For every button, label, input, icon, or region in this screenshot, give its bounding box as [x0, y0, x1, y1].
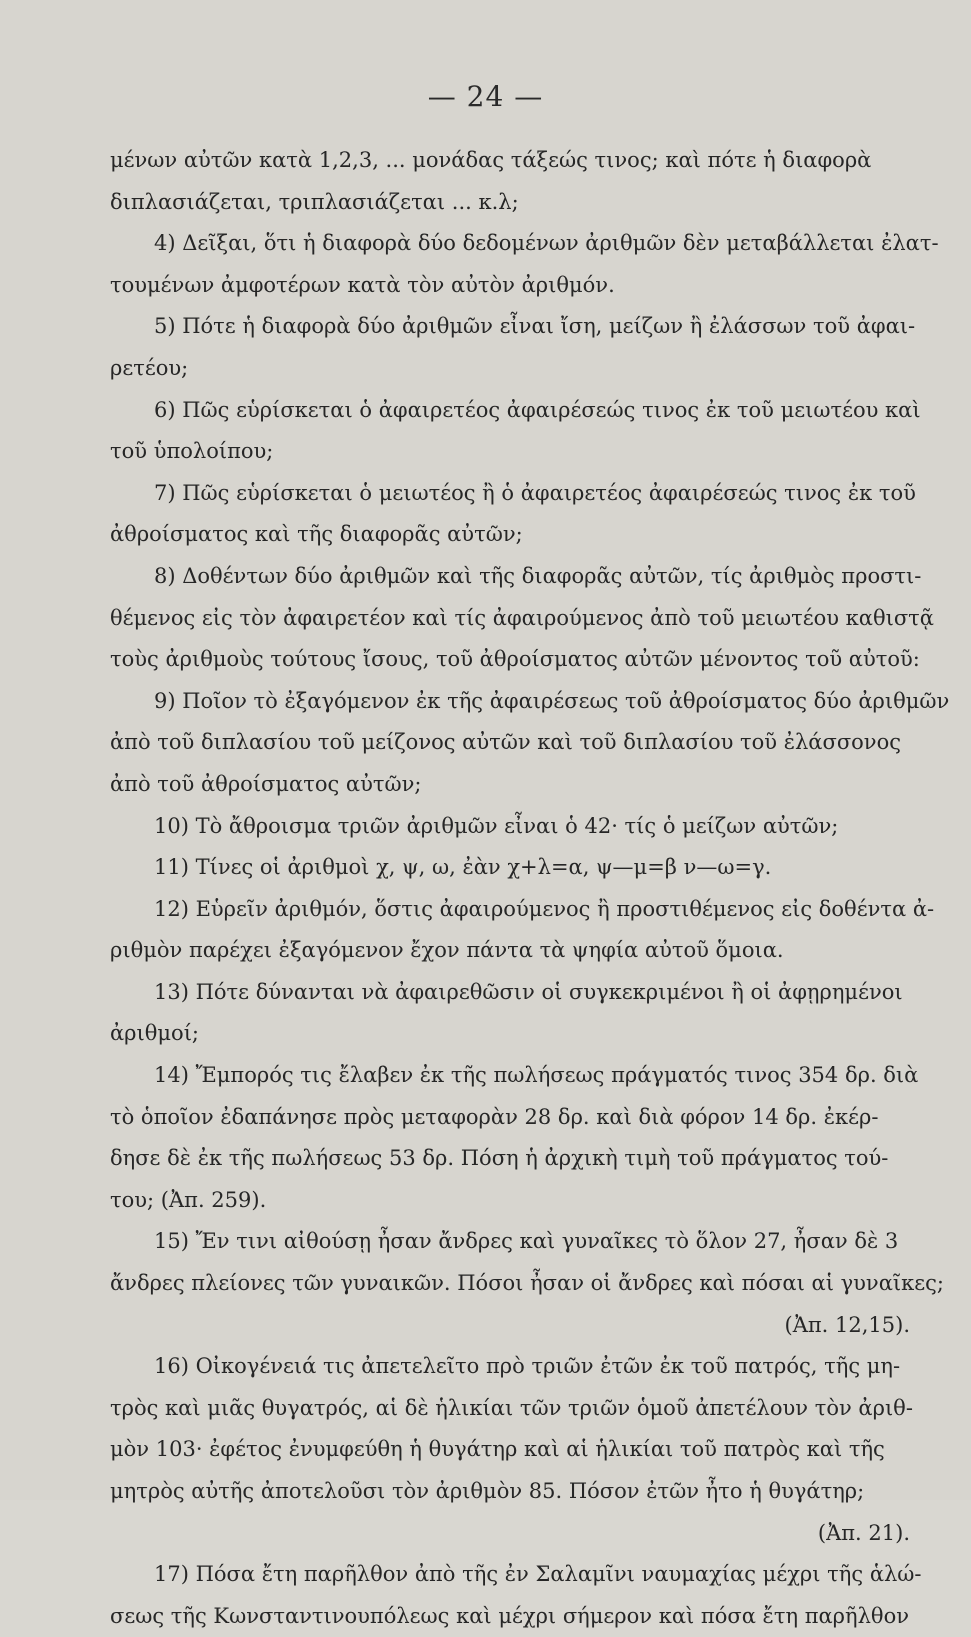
text-line: του; (Ἀπ. 259). [110, 1187, 267, 1212]
text-line: 10) Τὸ ἄθροισμα τριῶν ἀριθμῶν εἶναι ὁ 42· τίς ὁ μείζων αὐτῶν; [154, 813, 839, 838]
text-line: μὸν 103· ἐφέτος ἐνυμφεύθη ἡ θυγάτηρ καὶ αἱ ἡλικίαι τοῦ πατρὸς καὶ τῆς [110, 1437, 885, 1462]
text-line: μένων αὐτῶν κατὰ 1,2,3, ... μονάδας τάξεώς τινος; καὶ πότε ἡ διαφορὰ [110, 148, 872, 172]
text-line: ριθμὸν παρέχει ἐξαγόμενον ἔχον πάντα τὰ ψηφία αὐτοῦ ὅμοια. [110, 938, 784, 963]
text-line: ἀριθμοί; [110, 1021, 200, 1046]
text-line: 13) Πότε δύνανται νὰ ἀφαιρεθῶσιν οἱ συγκεκριμένοι ἢ οἱ ἀφῃρημένοι [154, 979, 903, 1004]
text-line: 7) Πῶς εὑρίσκεται ὁ μειωτέος ἢ ὁ ἀφαιρετέος ἀφαιρέσεώς τινος ἐκ τοῦ [154, 480, 916, 505]
text-line: σεως τῆς Κωνσταντινουπόλεως καὶ μέχρι σήμερον καὶ πόσα ἔτη παρῆλθον [110, 1603, 909, 1628]
text-line: 9) Ποῖον τὸ ἐξαγόμενον ἐκ τῆς ἀφαιρέσεως τοῦ ἀθροίσματος δύο ἀριθμῶν [154, 688, 950, 713]
text-line: τουμένων ἀμφοτέρων κατὰ τὸν αὐτὸν ἀριθμόν. [110, 272, 615, 297]
text-line: δησε δὲ ἐκ τῆς πωλήσεως 53 δρ. Πόση ἡ ἀρχικὴ τιμὴ τοῦ πράγματος τού- [110, 1146, 889, 1171]
text-line: τὸ ὁποῖον ἐδαπάνησε πρὸς μεταφορὰν 28 δρ. καὶ διὰ φόρον 14 δρ. ἐκέρ- [110, 1104, 879, 1129]
text-line: 15) Ἔν τινι αἰθούσῃ ἦσαν ἄνδρες καὶ γυναῖκες τὸ ὅλον 27, ἦσαν δὲ 3 [154, 1229, 899, 1254]
text-line: 11) Τίνες οἱ ἀριθμοὶ χ, ψ, ω, ἐὰν χ+λ=α, ψ—μ=β ν—ω=γ. [154, 855, 772, 880]
text-line: 5) Πότε ἡ διαφορὰ δύο ἀριθμῶν εἶναι ἴση, μείζων ἢ ἐλάσσων τοῦ ἀφαι- [154, 314, 916, 339]
text-line: θέμενος εἰς τὸν ἀφαιρετέον καὶ τίς ἀφαιρούμενος ἀπὸ τοῦ μειωτέου καθιστᾷ [110, 605, 934, 630]
text-line: 4) Δεῖξαι, ὅτι ἡ διαφορὰ δύο δεδομένων ἀριθμῶν δὲν μεταβάλλεται ἐλατ- [154, 231, 939, 256]
text-line: 16) Οἰκογένειά τις ἀπετελεῖτο πρὸ τριῶν ἐτῶν ἐκ τοῦ πατρός, τῆς μη- [154, 1354, 901, 1379]
text-line: ἀπὸ τοῦ διπλασίου τοῦ μείζονος αὐτῶν καὶ τοῦ διπλασίου τοῦ ἐλάσσονος [110, 730, 901, 755]
text-line: 14) Ἔμπορός τις ἔλαβεν ἐκ τῆς πωλήσεως πράγματός τινος 354 δρ. διὰ [154, 1063, 919, 1088]
text-line: τοὺς ἀριθμοὺς τούτους ἴσους, τοῦ ἀθροίσματος αὐτῶν μένοντος τοῦ αὐτοῦ: [110, 647, 920, 672]
text-line: τοῦ ὑπολοίπου; [110, 439, 274, 464]
text-line: διπλασιάζεται, τριπλασιάζεται ... κ.λ; [110, 189, 519, 214]
text-line: τρὸς καὶ μιᾶς θυγατρός, αἱ δὲ ἡλικίαι τῶν τριῶν ὁμοῦ ἀπετέλουν τὸν ἀριθ- [110, 1395, 913, 1420]
text-line: ἀπὸ τοῦ ἀθροίσματος αὐτῶν; [110, 771, 422, 796]
text-line: 8) Δοθέντων δύο ἀριθμῶν καὶ τῆς διαφορᾶς αὐτῶν, τίς ἀριθμὸς προστι- [154, 563, 922, 588]
text-line: 12) Εὑρεῖν ἀριθμόν, ὅστις ἀφαιρούμενος ἢ προστιθέμενος εἰς δοθέντα ἀ- [154, 896, 935, 921]
text-line: 17) Πόσα ἔτη παρῆλθον ἀπὸ τῆς ἐν Σαλαμῖνι ναυμαχίας μέχρι τῆς ἁλώ- [154, 1562, 922, 1587]
text-line: 6) Πῶς εὑρίσκεται ὁ ἀφαιρετέος ἀφαιρέσεώς τινος ἐκ τοῦ μειωτέου καὶ [154, 397, 921, 422]
text-line: ἄνδρες πλείονες τῶν γυναικῶν. Πόσοι ἦσαν οἱ ἄνδρες καὶ πόσαι αἱ γυναῖκες; [110, 1271, 944, 1296]
page-number: — 24 — [427, 80, 544, 113]
text-line: (Ἀπ. 21). [817, 1520, 910, 1545]
text-line: (Ἀπ. 12,15). [784, 1312, 910, 1337]
page-text [110, 140, 960, 1637]
text-line: ἀθροίσματος καὶ τῆς διαφορᾶς αὐτῶν; [110, 522, 523, 547]
text-line: ρετέου; [110, 355, 189, 380]
text-line: μητρὸς αὐτῆς ἀποτελοῦσι τὸν ἀριθμὸν 85. Πόσον ἐτῶν ἦτο ἡ θυγάτηρ; [110, 1479, 865, 1503]
